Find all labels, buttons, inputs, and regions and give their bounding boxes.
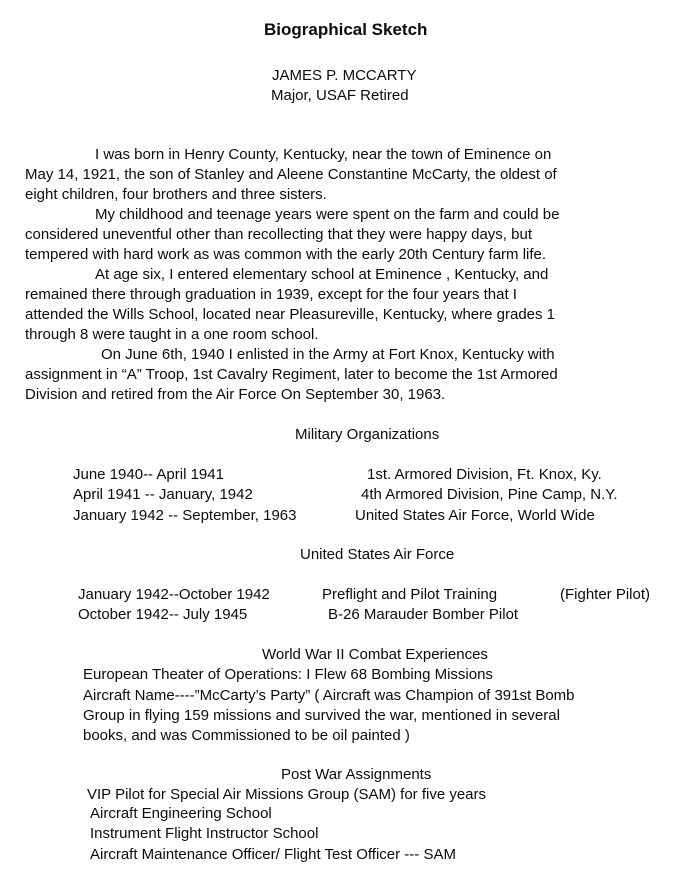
bio-line: through 8 were taught in a one room school. bbox=[25, 326, 319, 343]
bio-line: remained there through graduation in 1939, except for the four years that I bbox=[25, 286, 517, 303]
usaf-dates: October 1942-- July 1945 bbox=[78, 606, 248, 623]
combat-heading: World War II Combat Experiences bbox=[262, 646, 488, 663]
bio-line: On June 6th, 1940 I enlisted in the Army at Fort Knox, Kentucky with bbox=[101, 346, 555, 363]
bio-line: attended the Wills School, located near Pleasureville, Kentucky, where grades 1 bbox=[25, 306, 556, 323]
bio-line: assignment in “A” Troop, 1st Cavalry Regiment, later to become the 1st Armored bbox=[25, 366, 558, 383]
usaf-dates: January 1942--October 1942 bbox=[78, 586, 270, 603]
combat-line: European Theater of Operations: I Flew 68 Bombing Missions bbox=[83, 666, 493, 683]
military-unit: 1st. Armored Division, Ft. Knox, Ky. bbox=[367, 466, 602, 483]
postwar-line: Aircraft Engineering School bbox=[90, 805, 272, 822]
biography-text bbox=[25, 145, 685, 405]
military-dates: April 1941 -- January, 1942 bbox=[73, 486, 253, 503]
page-title: Biographical Sketch bbox=[264, 20, 428, 39]
postwar-line: Instrument Flight Instructor School bbox=[90, 825, 319, 842]
bio-line: At age six, I entered elementary school at Eminence , Kentucky, and bbox=[95, 266, 549, 283]
military-dates: January 1942 -- September, 1963 bbox=[73, 507, 297, 524]
usaf-role: B-26 Marauder Bomber Pilot bbox=[328, 606, 519, 623]
postwar-line: Aircraft Maintenance Officer/ Flight Test Officer --- SAM bbox=[90, 846, 456, 863]
military-organizations-heading: Military Organizations bbox=[295, 426, 440, 443]
military-unit: 4th Armored Division, Pine Camp, N.Y. bbox=[361, 486, 618, 503]
bio-line: Division and retired from the Air Force On September 30, 1963. bbox=[25, 386, 446, 403]
postwar-line: VIP Pilot for Special Air Missions Group (SAM) for five years bbox=[87, 786, 487, 803]
bio-line: May 14, 1921, the son of Stanley and Aleene Constantine McCarty, the oldest of bbox=[25, 166, 557, 183]
military-dates: June 1940-- April 1941 bbox=[73, 466, 224, 483]
bio-line: eight children, four brothers and three sisters. bbox=[25, 186, 327, 203]
subject-name: JAMES P. MCCARTY bbox=[272, 67, 417, 84]
combat-line: Aircraft Name----”McCarty’s Party” ( Aircraft was Champion of 391st Bomb bbox=[83, 687, 575, 704]
military-unit: United States Air Force, World Wide bbox=[355, 507, 595, 524]
bio-line: considered uneventful other than recollecting that they were happy days, but bbox=[25, 226, 532, 243]
usaf-role: Preflight and Pilot Training bbox=[322, 586, 498, 603]
combat-line: books, and was Commissioned to be oil painted ) bbox=[83, 727, 410, 744]
usaf-heading: United States Air Force bbox=[300, 546, 455, 563]
usaf-note: (Fighter Pilot) bbox=[560, 586, 651, 603]
subject-rank: Major, USAF Retired bbox=[271, 87, 409, 104]
combat-line: Group in flying 159 missions and survived the war, mentioned in several bbox=[83, 707, 560, 724]
postwar-heading: Post War Assignments bbox=[281, 766, 432, 783]
bio-line: I was born in Henry County, Kentucky, near the town of Eminence on bbox=[95, 146, 552, 163]
bio-line: My childhood and teenage years were spent on the farm and could be bbox=[95, 206, 560, 223]
bio-line: tempered with hard work as was common with the early 20th Century farm life. bbox=[25, 246, 547, 263]
